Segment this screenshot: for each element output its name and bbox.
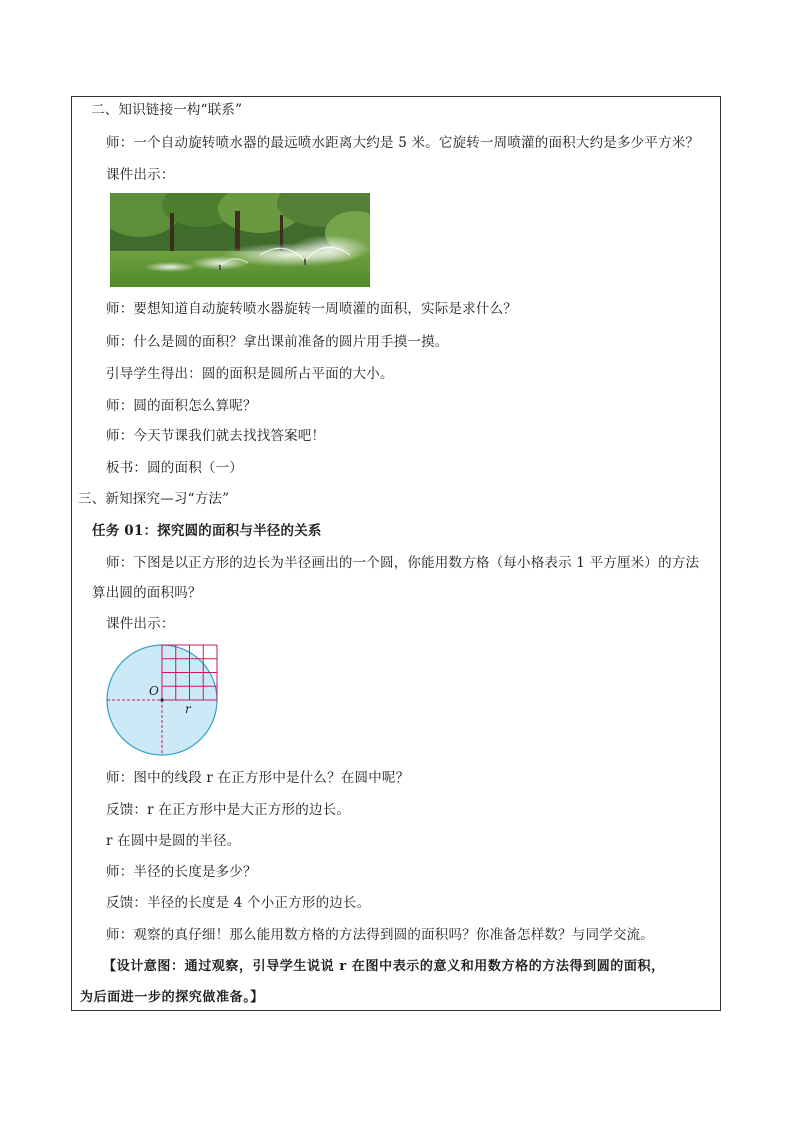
teacher-statement-today: 师：今天节课我们就去找找答案吧！ bbox=[106, 428, 326, 444]
board-writing: 板书：圆的面积（一） bbox=[106, 460, 243, 476]
design-intent-1: 【设计意图：通过观察，引导学生说说 r 在图中表示的意义和用数方格的方法得到圆的面积， bbox=[103, 959, 665, 974]
courseware-label-2: 课件出示： bbox=[106, 616, 175, 632]
design-intent-2: 为后面进一步的探究做准备。】 bbox=[80, 990, 264, 1005]
teacher-question-grid-1: 师：下图是以正方形的边长为半径画出的一个圆，你能用数方格（每小格表示 1 平方厘米）的方法 bbox=[106, 555, 700, 571]
teacher-question-calculation: 师：圆的面积怎么算呢？ bbox=[106, 398, 257, 414]
teacher-question-sprinkler: 师：一个自动旋转喷水器的最远喷水距离大约是 5 米。它旋转一周喷灌的面积大约是多少平方米？ bbox=[106, 135, 700, 151]
circle-grid-diagram bbox=[104, 641, 226, 759]
feedback-square-side: 反馈：r 在正方形中是大正方形的边长。 bbox=[106, 802, 351, 818]
section-heading-connection: 二、知识链接一构“联系” bbox=[91, 102, 243, 118]
center-label: O bbox=[149, 684, 159, 698]
sprinkler-photo bbox=[110, 193, 370, 287]
teacher-prompt-counting: 师：观察的真仔细！那么能用数方格的方法得到圆的面积吗？你准备怎样数？与同学交流。 bbox=[106, 927, 654, 943]
courseware-label-1: 课件出示： bbox=[106, 167, 175, 183]
radius-label: r bbox=[185, 702, 191, 716]
section-heading-exploration: 三、新知探究—习“方法” bbox=[78, 491, 230, 507]
teacher-question-essence: 师：要想知道自动旋转喷水器旋转一周喷灌的面积，实际是求什么？ bbox=[106, 301, 517, 317]
feedback-length: 反馈：半径的长度是 4 个小正方形的边长。 bbox=[106, 895, 371, 911]
teacher-question-definition: 师：什么是圆的面积？拿出课前准备的圆片用手摸一摸。 bbox=[106, 334, 449, 350]
circle-grid-svg bbox=[104, 641, 226, 759]
teacher-question-length: 师：半径的长度是多少？ bbox=[106, 864, 257, 880]
guidance-definition: 引导学生得出：圆的面积是圆所占平面的大小。 bbox=[106, 366, 394, 382]
feedback-radius: r 在圆中是圆的半径。 bbox=[106, 833, 241, 849]
sprinkler-photo-art bbox=[110, 193, 370, 287]
teacher-question-grid-2: 算出圆的面积吗？ bbox=[92, 585, 202, 601]
center-point bbox=[160, 698, 163, 701]
task-heading: 任务 01：探究圆的面积与半径的关系 bbox=[92, 523, 322, 539]
teacher-question-segment: 师：图中的线段 r 在正方形中是什么？在圆中呢？ bbox=[106, 770, 410, 786]
